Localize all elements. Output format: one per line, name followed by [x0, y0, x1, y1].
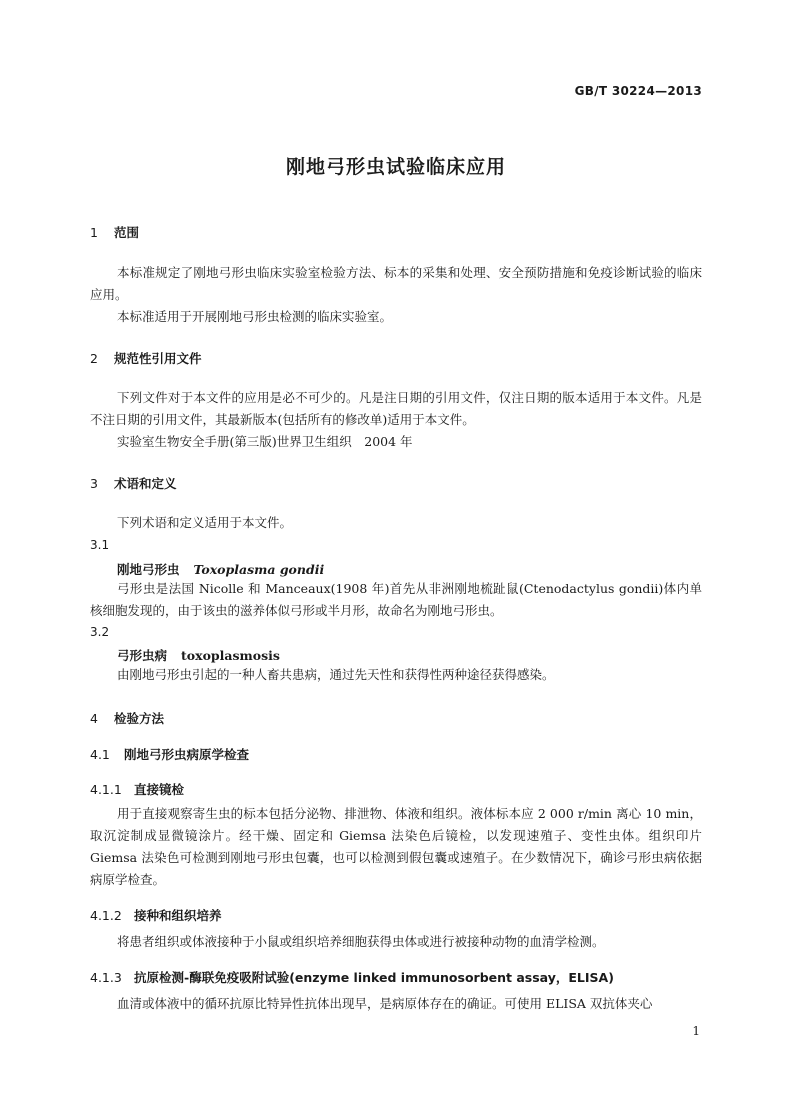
section-4-1-1-heading [90, 780, 184, 798]
term-3-1 [117, 560, 324, 578]
section-4-1-3-heading [90, 968, 614, 986]
clause-3-1-number: 3.1 [90, 538, 110, 552]
section-title: 范围 [114, 225, 140, 240]
section-title: 直接镜检 [134, 782, 185, 797]
term-3-2-definition: 由刚地弓形虫引起的一种人畜共患病，通过先天性和获得性两种途径获得感染。 [117, 667, 555, 682]
section-number: 4.1.3 [90, 970, 122, 985]
section-number: 1 [90, 225, 98, 240]
section-1-heading [90, 223, 139, 241]
section-title: 术语和定义 [114, 476, 177, 491]
document-title: 刚地弓形虫试验临床应用 [285, 156, 506, 178]
term-3-1-definition: 弓形虫是法国 Nicolle 和 Manceaux(1908 年)首先从非洲刚地梳趾鼠(Ctenodactylus gondii)体内单核细胞发现的，由于该虫的滋养体似弓形或半月形，故命名为刚地弓形虫。 [90, 581, 702, 618]
section-title: 刚地弓形虫病原学检查 [124, 747, 250, 762]
section-number: 2 [90, 351, 98, 366]
section-title: 检验方法 [114, 711, 165, 726]
section-3-paragraph-1: 下列术语和定义适用于本文件。 [117, 515, 293, 530]
section-4-1-3-paragraph: 血清或体液中的循环抗原比特异性抗体出现早，是病原体存在的确证。可使用 ELISA 双抗体夹心 [117, 996, 653, 1011]
term-en: Toxoplasma gondii [193, 562, 325, 577]
section-title: 规范性引用文件 [114, 351, 202, 366]
section-number: 4.1 [90, 747, 110, 762]
clause-3-2-number: 3.2 [90, 625, 110, 639]
section-2-paragraph-1: 下列文件对于本文件的应用是必不可少的。凡是注日期的引用文件，仅注日期的版本适用于本文件。凡是不注日期的引用文件，其最新版本(包括所有的修改单)适用于本文件。 [90, 390, 702, 427]
section-2-paragraph-2: 实验室生物安全手册(第三版)世界卫生组织 2004 年 [117, 434, 413, 449]
term-en: toxoplasmosis [181, 648, 280, 663]
section-number: 4.1.1 [90, 782, 122, 797]
section-4-1-heading [90, 745, 249, 763]
section-number: 4.1.2 [90, 908, 122, 923]
section-4-1-2-heading [90, 906, 222, 924]
standard-number: GB/T 30224—2013 [574, 84, 702, 98]
page-number: 1 [692, 1024, 700, 1038]
section-number: 4 [90, 711, 98, 726]
term-zh: 弓形虫病 [117, 648, 168, 663]
section-1-paragraph-1: 本标准规定了刚地弓形虫临床实验室检验方法、标本的采集和处理、安全预防措施和免疫诊断试验的临床应用。 [90, 265, 702, 302]
section-3-heading [90, 474, 177, 492]
term-3-2 [117, 646, 280, 664]
term-zh: 刚地弓形虫 [117, 562, 180, 577]
section-number: 3 [90, 476, 98, 491]
section-4-heading [90, 709, 164, 727]
section-title: 接种和组织培养 [134, 908, 222, 923]
section-1-paragraph-2: 本标准适用于开展刚地弓形虫检测的临床实验室。 [117, 309, 393, 324]
section-2-heading [90, 349, 202, 367]
section-4-1-2-paragraph: 将患者组织或体液接种于小鼠或组织培养细胞获得虫体或进行被接种动物的血清学检测。 [117, 934, 605, 949]
section-title: 抗原检测-酶联免疫吸附试验(enzyme linked immunosorbent assay，ELISA) [134, 970, 614, 985]
section-4-1-1-paragraph: 用于直接观察寄生虫的标本包括分泌物、排泄物、体液和组织。液体标本应 2 000 r/min 离心 10 min，取沉淀制成显微镜涂片。经干燥、固定和 Giemsa 法染色后镜检，以发现速殖子、变性虫体。组织印片 Giemsa 法染色可检测到刚地弓形虫包囊，也可以检测到假包囊或速殖子。在少数情况下，确诊弓形虫病依据病原学检查。 [90, 806, 702, 887]
